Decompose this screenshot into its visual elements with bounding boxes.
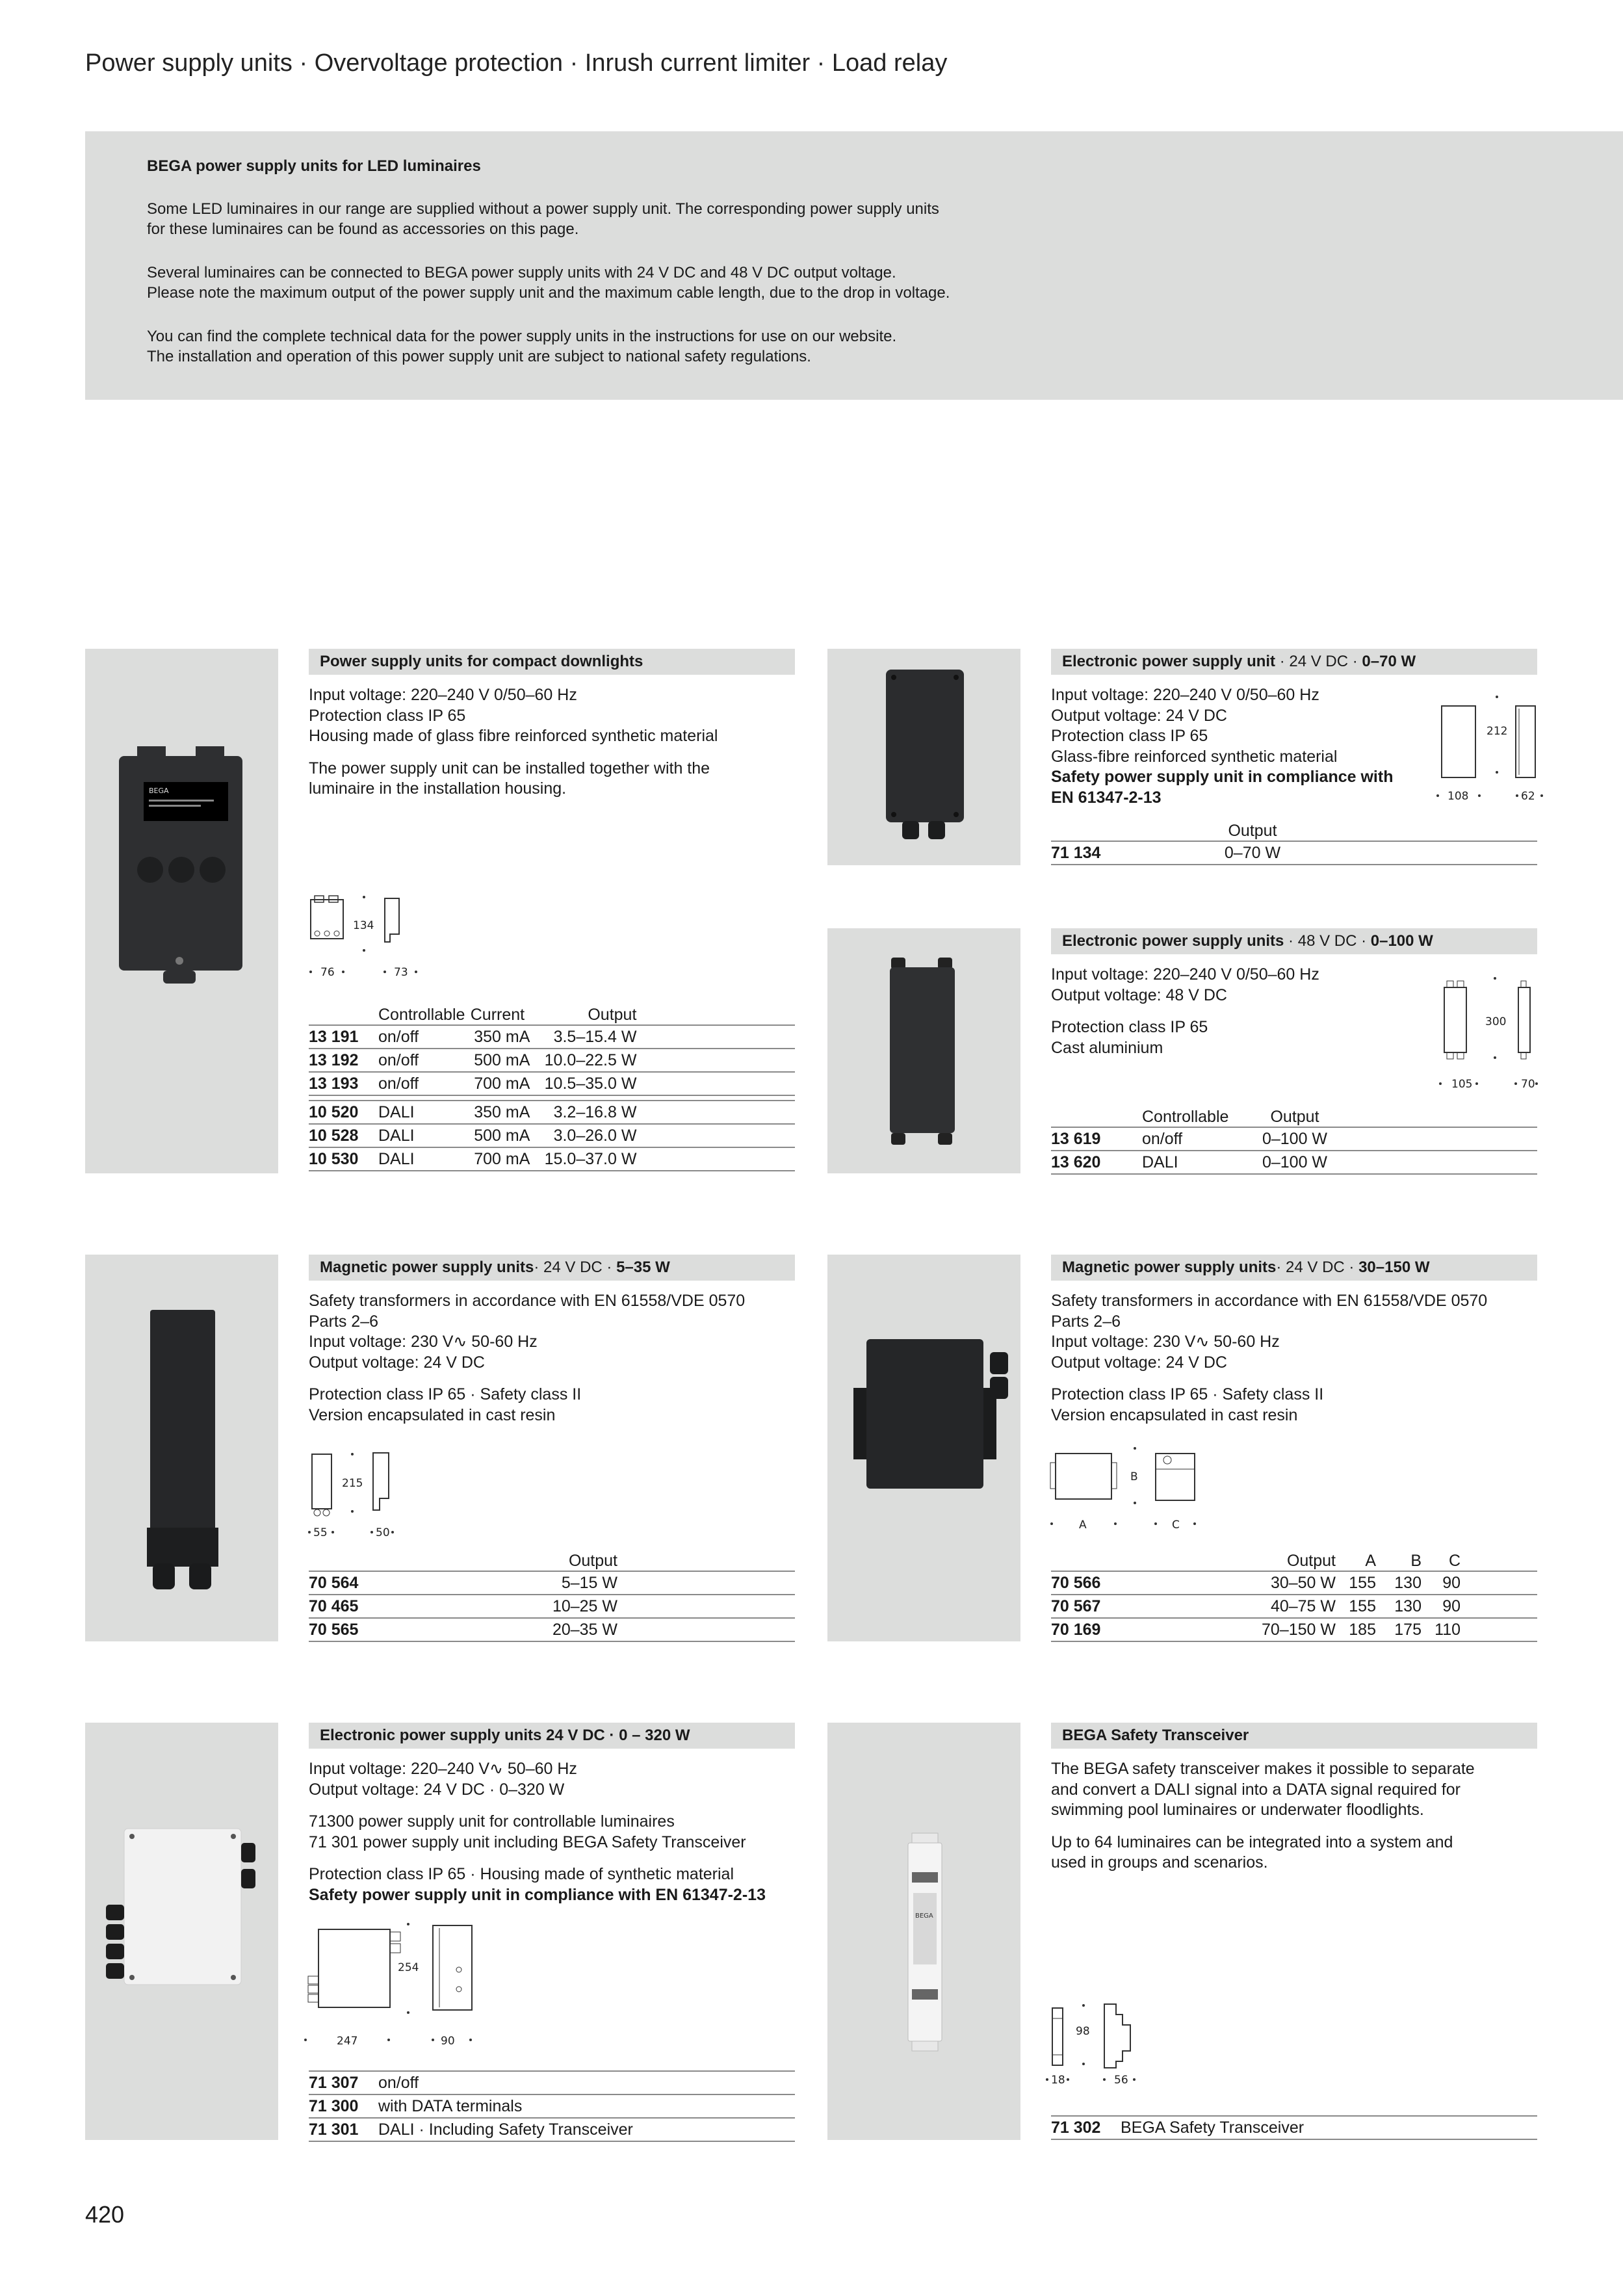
- capacity-text: Up to 64 luminaires can be integrated into a system and used in groups and scenarios.: [1051, 1833, 1453, 1872]
- section-title-voltage: · 48 V DC ·: [1284, 932, 1371, 950]
- header-output: Output: [1286, 1552, 1336, 1570]
- intro-paragraph-2: Several luminaires can be connected to BEGA power supply units with 24 V DC and 48 V DC output voltage. Please note the maximum output of the power supply unit and the maximum cable length, due to the drop in voltage.: [147, 264, 950, 302]
- spec-text: Input voltage: 220–240 V 0/50–60 Hz Protection class IP 65 Housing made of glass fibre reinforced synthetic material: [309, 686, 718, 745]
- spec-text: Input voltage: 220–240 V∿ 50–60 Hz Output voltage: 24 V DC · 0–320 W: [309, 1760, 577, 1799]
- header-output: Output: [568, 1552, 617, 1570]
- dim-height: 98: [1076, 2025, 1090, 2038]
- description-text: The BEGA safety transceiver makes it possible to separate and convert a DALI signal into a DATA signal required for swimming pool luminaires or underwater floodlights.: [1051, 1760, 1475, 1819]
- section-title-voltage: · 24 V DC ·: [1276, 1259, 1359, 1277]
- section-title-power: 5–35 W: [616, 1259, 670, 1277]
- dim-width: 247: [337, 2035, 358, 2048]
- header-a: A: [1365, 1552, 1376, 1570]
- spec-text: Input voltage: 220–240 V 0/50–60 Hz Output voltage: 24 V DC Protection class IP 65 Glass-fibre reinforced synthetic material: [1051, 686, 1338, 766]
- header-output: Output: [1270, 1108, 1319, 1126]
- product-photo-safety-transceiver: [827, 1723, 1020, 2140]
- table-row: 13 191 on/off 350 mA 3.5–15.4 W: [309, 1025, 795, 1049]
- table-row: 70 567 40–75 W 155 130 90: [1051, 1595, 1537, 1618]
- safety-note: Safety power supply unit in compliance with EN 61347-2-13: [1051, 768, 1394, 807]
- dim-width: 18: [1051, 2074, 1065, 2087]
- section-title-power: 0–70 W: [1362, 653, 1416, 671]
- table-electronic-70w: [1051, 819, 1537, 865]
- section-title: Electronic power supply units 24 V DC · 0 – 320 W: [320, 1727, 690, 1745]
- dim-height: 134: [353, 919, 374, 932]
- product-photo-compact-downlights: [85, 649, 278, 1173]
- section-title: Electronic power supply units: [1062, 932, 1284, 950]
- electronic-320w-dimension-drawing: [299, 1918, 513, 2051]
- table-row: 10 530 DALI 700 mA 15.0–37.0 W: [309, 1147, 795, 1171]
- dim-width: 108: [1448, 790, 1469, 803]
- table-row: 71 302 BEGA Safety Transceiver: [1051, 2116, 1537, 2139]
- section-magnetic-150w: [1051, 1255, 1537, 1437]
- header-controllable: Controllable: [378, 1006, 465, 1024]
- table-row: 70 465 10–25 W: [309, 1595, 795, 1618]
- protection-text: Protection class IP 65 · Safety class II Version encapsulated in cast resin: [309, 1385, 582, 1424]
- psu-magnetic-150w-photo-icon: [827, 1255, 1020, 1641]
- section-magnetic-35w: [309, 1255, 795, 1437]
- table-electronic-100w: [1051, 1105, 1537, 1175]
- dim-height: 300: [1485, 1015, 1507, 1028]
- header-controllable: Controllable: [1142, 1108, 1229, 1126]
- section-electronic-320w: [309, 1723, 795, 1917]
- header-output: Output: [588, 1006, 637, 1024]
- page-title: Power supply units · Overvoltage protection · Inrush current limiter · Load relay: [85, 49, 948, 77]
- section-title: BEGA Safety Transceiver: [1062, 1727, 1249, 1745]
- table-row: 70 169 70–150 W 185 175 110: [1051, 1618, 1537, 1641]
- spec-text: Input voltage: 220–240 V 0/50–60 Hz Output voltage: 48 V DC: [1051, 965, 1319, 1004]
- header-current: Current: [470, 1006, 525, 1024]
- product-photo-electronic-100w: [827, 928, 1020, 1173]
- table-row: 13 192 on/off 500 mA 10.0–22.5 W: [309, 1049, 795, 1072]
- table-row: 70 564 5–15 W: [309, 1571, 795, 1595]
- variants-text: 71300 power supply unit for controllable luminaires 71 301 power supply unit including BEGA Safety Transceiver: [309, 1812, 746, 1851]
- table-row: 71 307 on/off: [309, 2071, 795, 2094]
- electronic-70w-dimension-drawing: [1430, 689, 1547, 806]
- protection-text: Protection class IP 65 Cast aluminium: [1051, 1018, 1208, 1057]
- install-note: The power supply unit can be installed together with the luminaire in the installation housing.: [309, 759, 710, 798]
- section-title-power: 30–150 W: [1358, 1259, 1430, 1277]
- table-row: 13 620 DALI 0–100 W: [1051, 1151, 1537, 1174]
- dim-height: 215: [342, 1477, 363, 1490]
- spec-text: Safety transformers in accordance with EN 61558/VDE 0570 Parts 2–6 Input voltage: 230 V∿ 50-60 Hz Output voltage: 24 V DC: [1051, 1292, 1488, 1372]
- spec-text: Safety transformers in accordance with EN 61558/VDE 0570 Parts 2–6 Input voltage: 230 V∿ 50-60 Hz Output voltage: 24 V DC: [309, 1292, 746, 1372]
- dim-c: C: [1172, 1519, 1180, 1532]
- table-safety-transceiver: [1051, 2115, 1537, 2140]
- protection-text: Protection class IP 65 · Safety class II Version encapsulated in cast resin: [1051, 1385, 1324, 1424]
- safety-note: Safety power supply unit in compliance with EN 61347-2-13: [309, 1885, 766, 1904]
- psu-magnetic-35w-photo-icon: [85, 1255, 278, 1641]
- dim-a: A: [1079, 1519, 1087, 1532]
- dim-depth: 73: [394, 966, 408, 979]
- header-c: C: [1448, 1552, 1461, 1570]
- section-title: Magnetic power supply units: [1062, 1259, 1277, 1277]
- transceiver-photo-icon: [827, 1723, 1020, 2140]
- table-row: 70 565 20–35 W: [309, 1618, 795, 1641]
- section-title-power: 0–100 W: [1370, 932, 1433, 950]
- intro-paragraph-1: Some LED luminaires in our range are supplied without a power supply unit. The corresponding power supply units for these luminaires can be found as accessories on this page.: [147, 200, 939, 238]
- table-row: 71 301 DALI · Including Safety Transceiver: [309, 2118, 795, 2141]
- psu-compact-photo-icon: [85, 649, 278, 1173]
- dim-depth: 62: [1521, 790, 1535, 803]
- section-title-voltage: · 24 V DC ·: [1275, 653, 1362, 671]
- table-compact-downlights: [309, 1003, 795, 1171]
- section-title: Power supply units for compact downlights: [320, 653, 643, 671]
- magnetic-150w-dimension-drawing: [1046, 1443, 1215, 1534]
- dim-width: 55: [313, 1526, 328, 1539]
- psu-100w-photo-icon: [827, 928, 1020, 1173]
- product-photo-electronic-320w: [85, 1723, 278, 2140]
- intro-paragraph-3: You can find the complete technical data for the power supply units in the instructions for use on our website. The installation and operation of this power supply unit are subject to national safety regulations.: [147, 328, 897, 365]
- svg-text:BEGA: BEGA: [149, 787, 169, 795]
- table-row: 10 520 DALI 350 mA 3.2–16.8 W: [309, 1101, 795, 1124]
- svg-text:BEGA: BEGA: [915, 1912, 933, 1920]
- page-number: 420: [85, 2201, 125, 2228]
- product-photo-magnetic-150w: [827, 1255, 1020, 1641]
- dim-width: 105: [1451, 1078, 1473, 1091]
- dim-depth: 90: [441, 2035, 455, 2048]
- intro-box: [85, 131, 1623, 400]
- table-row: 71 300 with DATA terminals: [309, 2094, 795, 2118]
- table-row: 10 528 DALI 500 mA 3.0–26.0 W: [309, 1124, 795, 1147]
- dim-depth: 70: [1521, 1078, 1535, 1091]
- dim-height: 212: [1487, 725, 1508, 738]
- table-magnetic-150w: [1051, 1549, 1537, 1642]
- dim-width: 76: [320, 966, 335, 979]
- header-output: Output: [1228, 822, 1277, 840]
- dim-depth: 56: [1114, 2074, 1128, 2087]
- psu-70w-photo-icon: [827, 649, 1020, 865]
- header-b: B: [1410, 1552, 1422, 1570]
- electronic-100w-dimension-drawing: [1438, 972, 1548, 1089]
- table-row: 70 566 30–50 W 155 130 90: [1051, 1571, 1537, 1595]
- product-photo-electronic-70w: [827, 649, 1020, 865]
- protection-text: Protection class IP 65 · Housing made of synthetic material: [309, 1865, 734, 1883]
- dim-depth: 50: [376, 1526, 390, 1539]
- section-title: Electronic power supply unit: [1062, 653, 1276, 671]
- table-electronic-320w: [309, 2070, 795, 2142]
- table-row: 13 619 on/off 0–100 W: [1051, 1127, 1537, 1151]
- dim-b: B: [1130, 1470, 1138, 1483]
- intro-heading: BEGA power supply units for LED luminaires: [147, 157, 481, 175]
- section-safety-transceiver: [1051, 1723, 1537, 1885]
- table-row: 13 193 on/off 700 mA 10.5–35.0 W: [309, 1072, 795, 1095]
- table-magnetic-35w: [309, 1549, 795, 1642]
- section-compact-downlights: [309, 649, 795, 811]
- section-title-voltage: · 24 V DC ·: [534, 1259, 617, 1277]
- product-photo-magnetic-35w: [85, 1255, 278, 1641]
- dim-height: 254: [398, 1961, 419, 1974]
- section-title: Magnetic power supply units: [320, 1259, 534, 1277]
- psu-320w-photo-icon: [85, 1723, 278, 2140]
- table-row: 71 134 0–70 W: [1051, 841, 1537, 865]
